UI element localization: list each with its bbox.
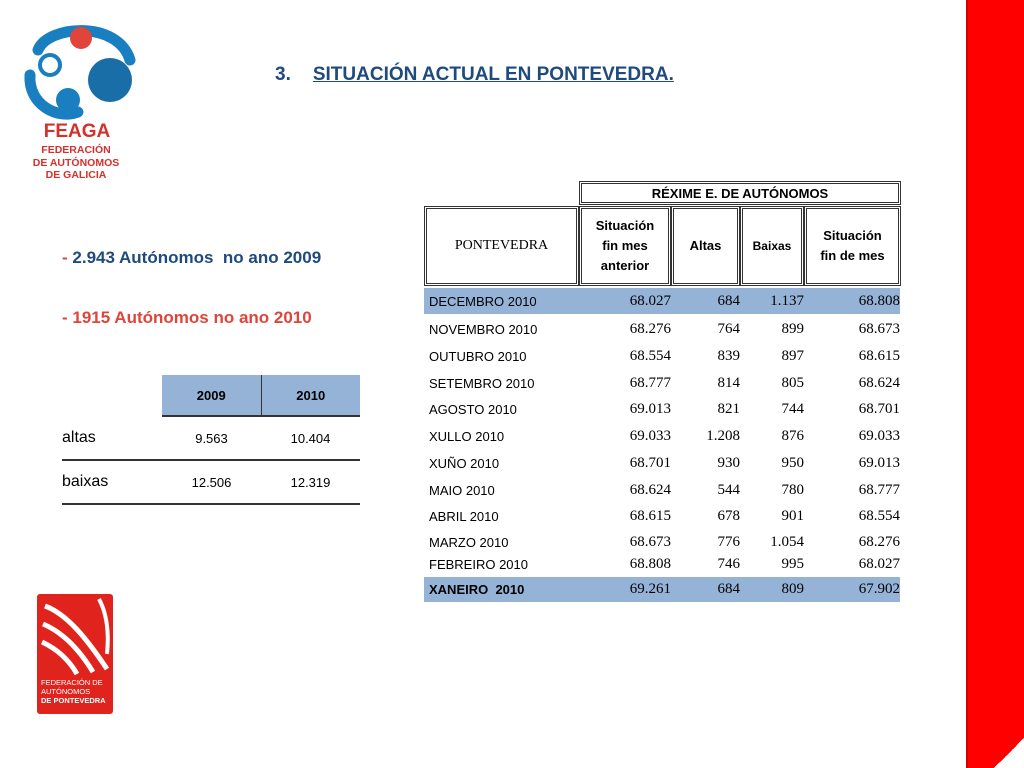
stat-suffix: no ano 2010	[208, 308, 312, 327]
feaga-logo-name: FEAGA	[43, 121, 111, 142]
feaga-sub-line-2: DE AUTÓNOMOS	[32, 156, 120, 169]
table-row	[424, 450, 900, 476]
summary-row-label: baixas	[62, 473, 109, 490]
value-cell: 1.137	[770, 292, 804, 309]
month-cell: DECEMBRO 2010	[429, 293, 537, 309]
value-cell: 950	[781, 454, 804, 471]
value-cell: 805	[781, 374, 804, 391]
value-cell: 69.013	[629, 400, 671, 417]
monthly-table-group-header: RÉXIME E. DE AUTÓNOMOS	[579, 181, 901, 205]
summary-header-2009: 2009	[196, 387, 226, 403]
table-row	[424, 503, 900, 529]
value-cell: 68.701	[858, 400, 900, 417]
value-cell: 814	[717, 374, 740, 391]
summary-cell: 12.319	[290, 474, 331, 490]
value-cell: 1.054	[770, 533, 804, 550]
value-cell: 68.808	[629, 555, 671, 572]
table-row	[424, 577, 900, 602]
value-cell: 68.624	[858, 374, 900, 391]
feaga-logo-subtitle	[14, 144, 138, 182]
value-cell: 68.615	[858, 347, 900, 364]
stat-2010	[62, 308, 312, 328]
value-cell: 69.013	[858, 454, 900, 471]
value-cell: 68.624	[629, 481, 671, 498]
pontevedra-federation-logo	[37, 594, 113, 714]
month-cell: XANEIRO 2010	[429, 582, 525, 597]
summary-row-label: altas	[62, 429, 96, 446]
month-cell: AGOSTO 2010	[429, 401, 517, 417]
value-cell: 744	[781, 400, 804, 417]
value-cell: 68.027	[629, 292, 671, 309]
stat-suffix: no ano 2009	[213, 248, 322, 267]
value-cell: 68.673	[858, 320, 900, 337]
col-header-prev: Situación fin mes anterior	[579, 206, 671, 286]
table-row	[424, 343, 900, 369]
value-cell: 68.615	[629, 507, 671, 524]
value-cell: 809	[781, 581, 804, 597]
feaga-sub-line-1: FEDERACIÓN	[41, 144, 111, 156]
value-cell: 876	[781, 427, 804, 444]
title-text: SITUACIÓN ACTUAL EN PONTEVEDRA.	[312, 64, 674, 85]
summary-header-2010: 2010	[261, 375, 361, 415]
value-cell: 821	[717, 400, 740, 417]
title-number: 3.	[275, 64, 291, 85]
value-cell: 68.554	[858, 507, 900, 524]
summary-row-altas	[62, 417, 360, 461]
table-row	[424, 288, 900, 314]
value-cell: 684	[717, 581, 740, 597]
summary-cell: 9.563	[195, 430, 228, 446]
month-cell: MAIO 2010	[429, 482, 495, 498]
value-cell: 68.777	[858, 481, 900, 498]
value-cell: 68.777	[629, 374, 671, 391]
month-cell: FEBREIRO 2010	[429, 556, 528, 572]
month-cell: XUÑO 2010	[429, 455, 500, 471]
table-row	[424, 477, 900, 503]
summary-cell: 10.404	[290, 430, 331, 446]
stat-2009	[62, 248, 321, 268]
value-cell: 901	[781, 507, 804, 524]
stat-count: 1915 Autónomos	[72, 308, 209, 327]
value-cell: 67.902	[858, 581, 900, 597]
fap-line-1: FEDERACIÓN DE	[41, 678, 103, 687]
value-cell: 69.261	[629, 581, 671, 597]
value-cell: 68.808	[858, 292, 900, 309]
monthly-table-row-header: PONTEVEDRA	[424, 206, 579, 286]
value-cell: 684	[717, 292, 740, 309]
table-row	[424, 423, 900, 449]
value-cell: 68.701	[629, 454, 671, 471]
month-cell: MARZO 2010	[429, 534, 509, 550]
month-cell: XULLO 2010	[429, 428, 505, 444]
value-cell: 68.027	[858, 555, 900, 572]
value-cell: 1.208	[706, 427, 740, 444]
value-cell: 897	[781, 347, 804, 364]
stat-prefix: -	[62, 248, 73, 267]
value-cell: 678	[717, 507, 740, 524]
table-row	[424, 316, 900, 342]
value-cell: 995	[781, 555, 804, 572]
summary-cell: 12.506	[191, 474, 232, 490]
value-cell: 544	[717, 481, 740, 498]
value-cell: 746	[717, 555, 740, 572]
value-cell: 68.276	[858, 533, 900, 550]
value-cell: 780	[781, 481, 804, 498]
fap-line-3: DE PONTEVEDRA	[41, 696, 106, 705]
month-cell: ABRIL 2010	[429, 508, 499, 524]
feaga-emblem-icon	[18, 20, 148, 130]
feaga-sub-line-3: DE GALICIA	[45, 169, 107, 181]
fap-line-2: AUTÓNOMOS	[41, 687, 91, 696]
stat-count: 2.943 Autónomos	[72, 248, 214, 267]
summary-row-baixas	[62, 461, 360, 505]
sail-emblem-icon	[37, 594, 113, 678]
value-cell: 899	[781, 320, 804, 337]
month-cell: OUTUBRO 2010	[429, 348, 527, 364]
pontevedra-logo-text	[41, 678, 111, 705]
page-curl-decoration	[994, 738, 1024, 768]
month-cell: NOVEMBRO 2010	[429, 321, 538, 337]
value-cell: 68.673	[629, 533, 671, 550]
value-cell: 68.554	[629, 347, 671, 364]
month-cell: SETEMBRO 2010	[429, 375, 535, 391]
col-header-altas: Altas	[671, 206, 740, 286]
col-header-baixas: Baixas	[740, 206, 804, 286]
feaga-logo	[18, 20, 148, 190]
value-cell: 839	[717, 347, 740, 364]
col-header-end: Situación fin de mes	[804, 206, 901, 286]
table-row	[424, 553, 900, 575]
value-cell: 930	[717, 454, 740, 471]
table-row	[424, 370, 900, 396]
stat-prefix: -	[62, 308, 73, 327]
value-cell: 776	[717, 533, 740, 550]
slide-title	[275, 64, 674, 86]
table-row	[424, 531, 900, 553]
table-row	[424, 396, 900, 422]
slide-edge-decoration	[966, 0, 1024, 768]
summary-table-header	[162, 375, 360, 417]
value-cell: 69.033	[629, 427, 671, 444]
value-cell: 69.033	[858, 427, 900, 444]
value-cell: 68.276	[629, 320, 671, 337]
value-cell: 764	[717, 320, 740, 337]
